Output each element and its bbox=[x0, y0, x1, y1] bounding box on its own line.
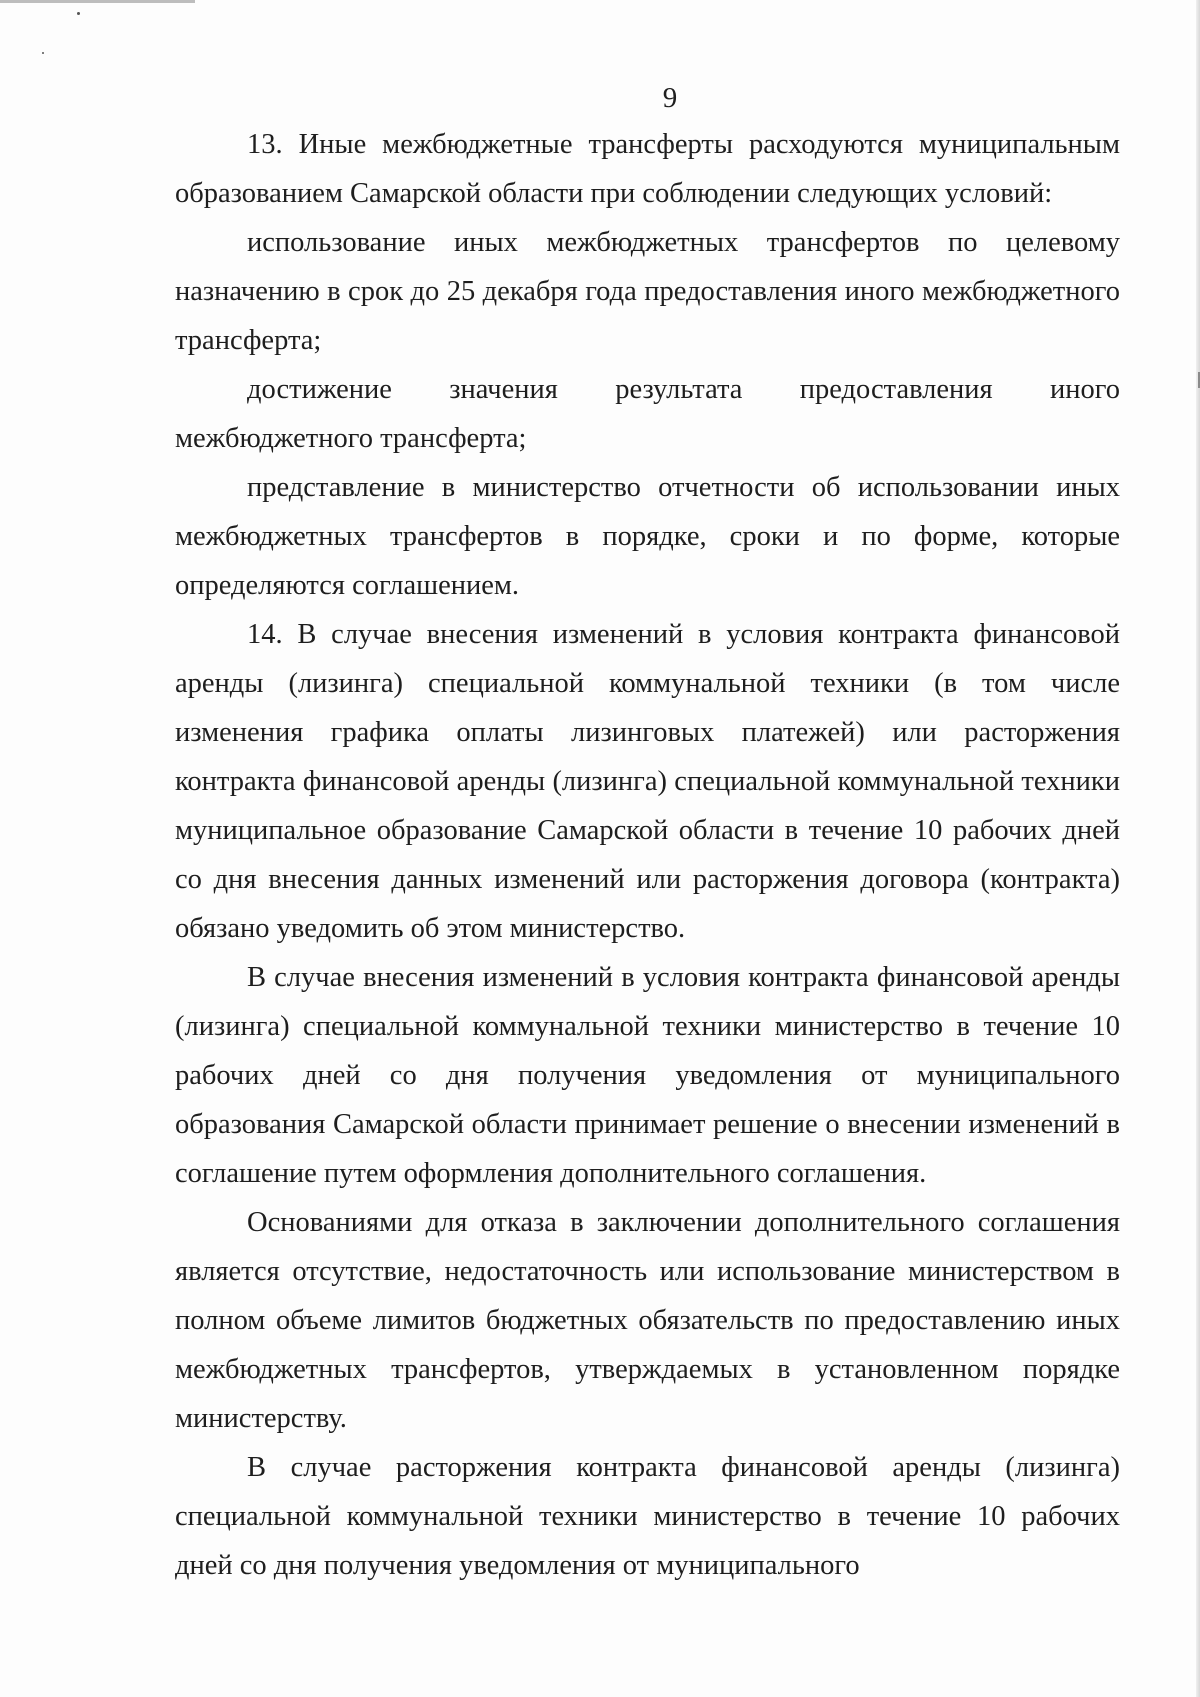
paragraph: Основаниями для отказа в заключении дополнительного соглашения является отсутствие, недостаточность или использование министерством в полном объеме лимитов бюджетных обязательств по предоставлению иных межбюджетных трансфертов, утверждаемых в установленном порядке министерству. bbox=[175, 1207, 1120, 1434]
scan-speck bbox=[77, 12, 80, 15]
paragraph: В случае внесения изменений в условия контракта финансовой аренды (лизинга) специальной коммунальной техники министерство в течение 10 рабочих дней со дня получения уведомления от муниципального образования Самарской области принимает решение о внесении изменений в соглашение путем оформления дополнительного соглашения. bbox=[175, 962, 1120, 1189]
scan-speck bbox=[42, 52, 44, 54]
document-body bbox=[175, 120, 1120, 1590]
paragraph: 13. Иные межбюджетные трансферты расходуются муниципальным образованием Самарской области при соблюдении следующих условий: bbox=[175, 129, 1120, 209]
paragraph: 14. В случае внесения изменений в условия контракта финансовой аренды (лизинга) специальной коммунальной техники (в том числе изменения графика оплаты лизинговых платежей) или расторжения контракта финансовой аренды (лизинга) специальной коммунальной техники муниципальное образование Самарской области в течение 10 рабочих дней со дня внесения данных изменений или расторжения договора (контракта) обязано уведомить об этом министерство. bbox=[175, 619, 1120, 944]
paragraph: В случае расторжения контракта финансовой аренды (лизинга) специальной коммунальной техники министерство в течение 10 рабочих дней со дня получения уведомления от муниципального bbox=[175, 1452, 1120, 1581]
scan-artifact-right-edge bbox=[1196, 0, 1200, 1697]
paragraph: использование иных межбюджетных трансфертов по целевому назначению в срок до 25 декабря года предоставления иного межбюджетного трансферта; bbox=[175, 227, 1120, 356]
paragraph: достижение значения результата предоставления иного межбюджетного трансферта; bbox=[175, 374, 1120, 454]
page-number: 9 bbox=[662, 82, 678, 114]
paragraph: представление в министерство отчетности об использовании иных межбюджетных трансфертов в порядке, сроки и по форме, которые определяются соглашением. bbox=[175, 472, 1120, 601]
scan-artifact-top-line bbox=[0, 0, 195, 3]
